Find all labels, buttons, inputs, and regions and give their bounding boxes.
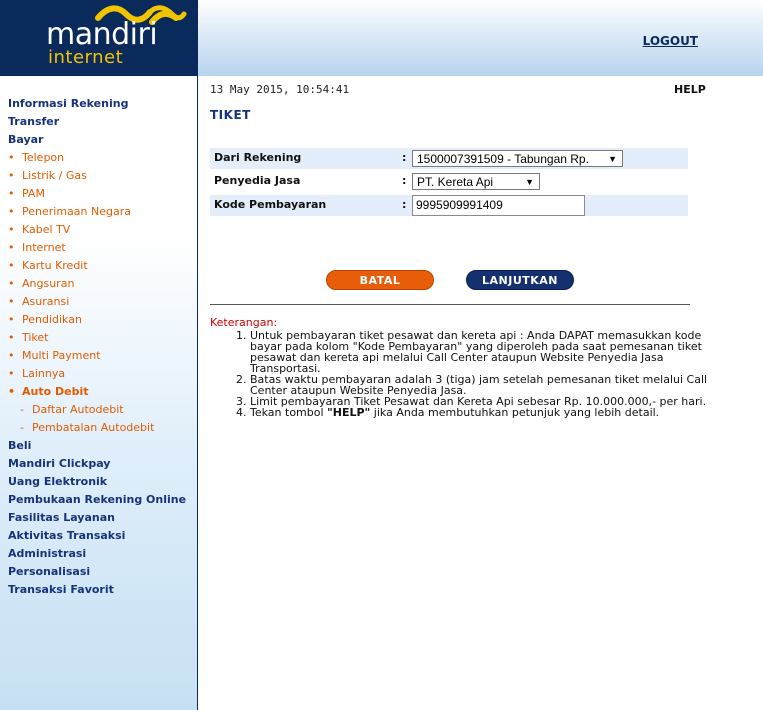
- sidebar-nav: [8, 95, 186, 599]
- bullet-icon: •: [8, 277, 15, 290]
- sidebar-item-bayar[interactable]: Bayar: [8, 133, 44, 146]
- bullet-icon: •: [8, 241, 15, 254]
- logo-wordmark: mandiri: [46, 17, 158, 52]
- datetime: 13 May 2015, 10:54:41: [210, 83, 350, 96]
- keterangan-title: Keterangan:: [210, 316, 278, 329]
- kode-pembayaran-input[interactable]: 9995909991409: [412, 195, 585, 216]
- list-item: 2. Batas waktu pembayaran adalah 3 (tiga) jam setelah pemesanan tiket melalui Call Center ataupun Website Penyedia Jasa.: [250, 374, 732, 396]
- help-link[interactable]: HELP: [674, 83, 706, 96]
- bullet-icon: •: [8, 367, 15, 380]
- bullet-icon: •: [8, 205, 15, 218]
- sidebar-item-pembatalan-autodebit[interactable]: - Pembatalan Autodebit: [8, 419, 186, 437]
- dropdown-arrow-icon: ▼: [525, 177, 534, 187]
- dari-rekening-select[interactable]: 1500007391509 - Tabungan Rp. ▼: [412, 150, 623, 167]
- bullet-icon: •: [8, 169, 15, 182]
- dari-rekening-label: Dari Rekening: [214, 151, 302, 164]
- sidebar-item-tiket[interactable]: • Tiket: [8, 329, 186, 347]
- bullet-icon: •: [8, 313, 15, 326]
- bullet-icon: •: [8, 385, 16, 398]
- list-item: 1. Untuk pembayaran tiket pesawat dan kereta api : Anda DAPAT memasukkan kode bayar pada kolom "Kode Pembayaran" yang diperoleh pada saat pemesanan tiket pesawat dan kereta api melalui Call Center ataupun Website Penyedia Jasa Transportasi.: [250, 330, 732, 374]
- keterangan-list: [213, 330, 732, 418]
- bullet-icon: •: [8, 349, 15, 362]
- colon: :: [402, 151, 407, 164]
- sidebar-item-asuransi[interactable]: • Asuransi: [8, 293, 186, 311]
- sidebar: [0, 76, 198, 710]
- form-row-kode-pembayaran: [210, 195, 688, 216]
- sidebar-item-mandiri-clickpay[interactable]: Mandiri Clickpay: [8, 457, 111, 470]
- sidebar-item-kartu-kredit[interactable]: • Kartu Kredit: [8, 257, 186, 275]
- lanjutkan-button[interactable]: LANJUTKAN: [466, 270, 574, 290]
- bullet-icon: •: [8, 223, 15, 236]
- bullet-icon: •: [8, 187, 15, 200]
- sidebar-item-multi-payment[interactable]: • Multi Payment: [8, 347, 186, 365]
- sidebar-item-telepon[interactable]: • Telepon: [8, 149, 186, 167]
- sidebar-item-transaksi-favorit[interactable]: Transaksi Favorit: [8, 583, 114, 596]
- list-item: 3. Limit pembayaran Tiket Pesawat dan Kereta Api sebesar Rp. 10.000.000,- per hari.: [250, 396, 732, 407]
- sidebar-item-uang-elektronik[interactable]: Uang Elektronik: [8, 475, 108, 488]
- sidebar-item-auto-debit[interactable]: • Auto Debit: [8, 383, 186, 401]
- sidebar-item-pembukaan-rekening-online[interactable]: Pembukaan Rekening Online: [8, 493, 187, 506]
- kode-pembayaran-label: Kode Pembayaran: [214, 198, 327, 211]
- sidebar-item-kabel-tv[interactable]: • Kabel TV: [8, 221, 186, 239]
- dropdown-arrow-icon: ▼: [608, 154, 617, 164]
- sidebar-item-penerimaan-negara[interactable]: • Penerimaan Negara: [8, 203, 186, 221]
- sidebar-item-internet[interactable]: • Internet: [8, 239, 186, 257]
- logout-link[interactable]: LOGOUT: [642, 34, 698, 48]
- form-row-penyedia-jasa: [210, 171, 688, 192]
- header-bar: [198, 0, 763, 76]
- bullet-icon: •: [8, 151, 15, 164]
- bullet-icon: •: [8, 331, 15, 344]
- sidebar-item-personalisasi[interactable]: Personalisasi: [8, 565, 91, 578]
- colon: :: [402, 198, 407, 211]
- mandiri-logo: [0, 0, 198, 76]
- bullet-icon: •: [8, 295, 15, 308]
- divider: [210, 304, 690, 305]
- sidebar-item-pendidikan[interactable]: • Pendidikan: [8, 311, 186, 329]
- page-title: TIKET: [210, 108, 251, 122]
- form-row-dari-rekening: [210, 148, 688, 169]
- sidebar-item-fasilitas-layanan[interactable]: Fasilitas Layanan: [8, 511, 115, 524]
- sidebar-item-angsuran[interactable]: • Angsuran: [8, 275, 186, 293]
- bullet-icon: •: [8, 259, 15, 272]
- colon: :: [402, 174, 407, 187]
- sidebar-item-informasi-rekening[interactable]: Informasi Rekening: [8, 97, 129, 110]
- sidebar-item-daftar-autodebit[interactable]: - Daftar Autodebit: [8, 401, 186, 419]
- sidebar-item-beli[interactable]: Beli: [8, 439, 32, 452]
- sidebar-item-transfer[interactable]: Transfer: [8, 115, 60, 128]
- penyedia-jasa-label: Penyedia Jasa: [214, 174, 301, 187]
- batal-button[interactable]: BATAL: [326, 270, 434, 290]
- dash-icon: -: [20, 421, 24, 434]
- dash-icon: -: [20, 403, 24, 416]
- list-item: 4. Tekan tombol "HELP" jika Anda membutuhkan petunjuk yang lebih detail.: [250, 407, 732, 418]
- penyedia-jasa-select[interactable]: PT. Kereta Api ▼: [412, 173, 540, 190]
- sidebar-item-aktivitas-transaksi[interactable]: Aktivitas Transaksi: [8, 529, 126, 542]
- sidebar-item-pam[interactable]: • PAM: [8, 185, 186, 203]
- sidebar-item-lainnya[interactable]: • Lainnya: [8, 365, 186, 383]
- sidebar-item-administrasi[interactable]: Administrasi: [8, 547, 87, 560]
- logo-subtitle: internet: [48, 47, 124, 68]
- sidebar-item-listrik-gas[interactable]: • Listrik / Gas: [8, 167, 186, 185]
